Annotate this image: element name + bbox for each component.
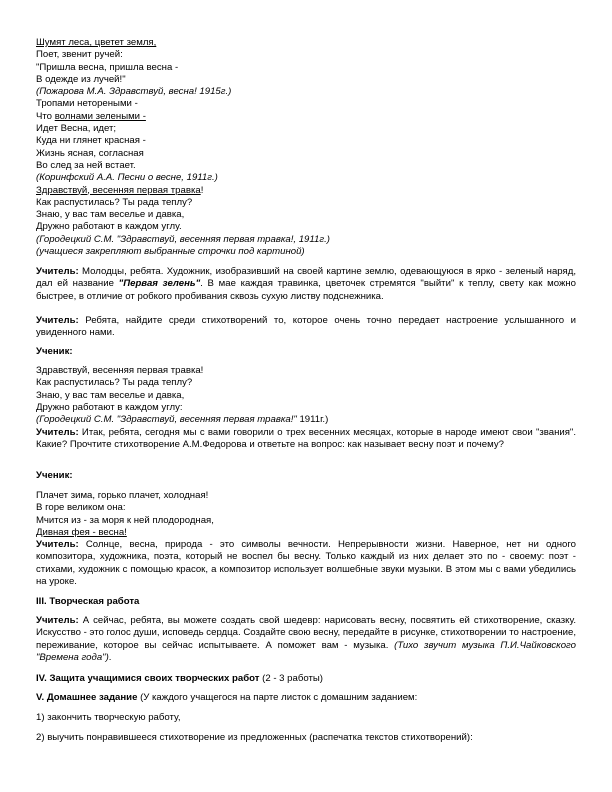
teacher-text: Итак, ребята, сегодня мы с вами говорили о трех весенних месяцах, которые в народе имеют свои "звания". Какие? Прочтите стихотворение А.М.Федорова и ответьте на вопрос: как называет весну поэт и почему? [36,427,576,451]
student-poem-line: Дружно работают в каждом углу: [36,401,183,413]
poem3-title: Здравствуй, весенняя первая травка [36,184,201,196]
teacher-text: Ребята, найдите среди стихотворений то, которое очень точно передает настроение услышанного и увиденного нами. [36,315,576,339]
student-label-2 [36,470,576,482]
poem2-line-2 [36,111,576,123]
poem2-line-2-underlined: волнами зелеными - [54,110,146,122]
teacher-text-cont: . В мае каждая травинка, цветочек стремятся "выйти" к теплу, свету как можно быстрее, в отличие от робкого пробивания сквозь сухую листву подснежника. [36,278,577,302]
student-poem-line: Здравствуй, весенняя первая травка! [36,365,204,376]
student-poem-line: Знаю, у вас там веселье и давка, [36,389,185,401]
poem1-source: (Пожарова М.А. Здравствуй, весна! 1915г.) [36,86,232,98]
speaker-label: Ученик: [36,470,73,481]
poem2-line-1: Тропами нетореными - [36,98,138,110]
teacher-text: Солнце, весна, природа - это символы вечности. Непрерывности жизни. Наверное, нет ни одного композитора, художника, поэта, который не воспел бы весну. Только каждый из них делает это по - своему: поэт - стихами, художник с помощью красок, а композитор использует волшебные звуки музыки. В этом мы с вами убедились на уроке. [36,539,576,587]
section-title: III. Творческая работа [36,596,140,607]
painting-title: "Первая зелень" [118,278,201,290]
section-heading-3 [36,596,576,608]
section-title: V. Домашнее задание [36,692,138,703]
student-poem-source [36,414,576,426]
poem3-note: (учащиеся закрепляют выбранные строчки под картиной) [36,246,305,258]
poems-block [36,37,576,258]
homework-item: 2) выучить понравившееся стихотворение из предложенных (распечатка текстов стихотворений): [36,732,473,743]
poem3-source: (Городецкий С.М. "Здравствуй, весенняя первая травка!, 1911г.) [36,233,330,245]
poem1-line-3: "Пришла весна, пришла весна - [36,61,179,73]
teacher-paragraph-3 [36,427,576,452]
speaker-label: Учитель: [36,315,79,326]
teacher-text: Молодцы, ребята. Художник, изобразивший на своей картине землю, одевающуюся в ярко - зеленый наряд, дал ей название [36,266,576,290]
poem1-line-4: В одежде из лучей!" [36,73,126,85]
speaker-label: Учитель: [36,539,79,550]
student-poem-2 [36,490,576,539]
source-year: 1911г.) [296,414,329,426]
student-poem-line: Мчится из - за моря к ней плодородная, [36,514,214,526]
teacher-paragraph-1 [36,266,576,303]
music-note: (Тихо звучит музыка П.И.Чайковского "Времена года") [36,639,576,663]
student-poem-last-line: Дивная фея - весна! [36,526,127,538]
poem3-line-3: Знаю, у вас там веселье и давка, [36,209,185,221]
poem2-line-5: Жизнь ясная, согласная [36,147,144,159]
speaker-label: Ученик: [36,346,73,357]
poem2-line-6: Во след за ней встает. [36,159,136,171]
poem2-line-4: Куда ни глянет красная - [36,135,146,147]
teacher-paragraph-4 [36,539,576,588]
poem1-line-1: Шумят леса, цветет земля, [36,37,157,48]
section-heading-4 [36,673,576,685]
section-note: (2 - 3 работы) [259,673,323,684]
section-heading-5 [36,692,576,704]
poem3-line-4: Дружно работают в каждом углу. [36,221,182,233]
source-title: (Городецкий С.М. "Здравствуй, весенняя первая травка!" [36,414,297,426]
teacher-paragraph-5 [36,615,576,664]
poem3-title-end: ! [200,184,204,196]
student-poem-line: В горе великом она: [36,502,126,514]
student-poem-line: Как распустилась? Ты рада теплу? [36,377,193,389]
student-poem-line: Плачет зима, горько плачет, холодная! [36,490,209,501]
homework-item-1 [36,712,576,724]
poem2-line-2-start: Что [36,110,55,122]
student-label-1 [36,346,576,358]
section-title: IV. Защита учащимися своих творческих работ [36,673,260,684]
teacher-paragraph-2 [36,315,576,340]
poem3-title-line [36,185,576,197]
poem2-source: (Коринфский А.А. Песни о весне, 1911г.) [36,172,218,184]
homework-item: 1) закончить творческую работу, [36,712,181,723]
speaker-label: Учитель: [36,615,79,626]
speaker-label: Учитель: [36,427,79,438]
speaker-label: Учитель: [36,266,79,277]
teacher-text-end: . [108,651,112,663]
section-note: (У каждого учащегося на парте листок с домашним заданием: [137,692,418,703]
student-poem-1 [36,365,576,426]
homework-item-2 [36,732,576,744]
teacher-text: А сейчас, ребята, вы можете создать свой шедевр: нарисовать весну, посвятить ей стихотворение, сказку. Искусство - это голос души, исповедь сердца. Создайте свою весну, передайте в рисунке, стихотворении то настроение, переживание, которое вы сейчас испытываете. А поможет вам - музыка. [36,615,576,651]
poem2-line-3: Идет Весна, идет; [36,123,117,135]
poem1-line-2: Поет, звенит ручей: [36,49,123,61]
poem3-line-2: Как распустилась? Ты рада теплу? [36,196,193,208]
